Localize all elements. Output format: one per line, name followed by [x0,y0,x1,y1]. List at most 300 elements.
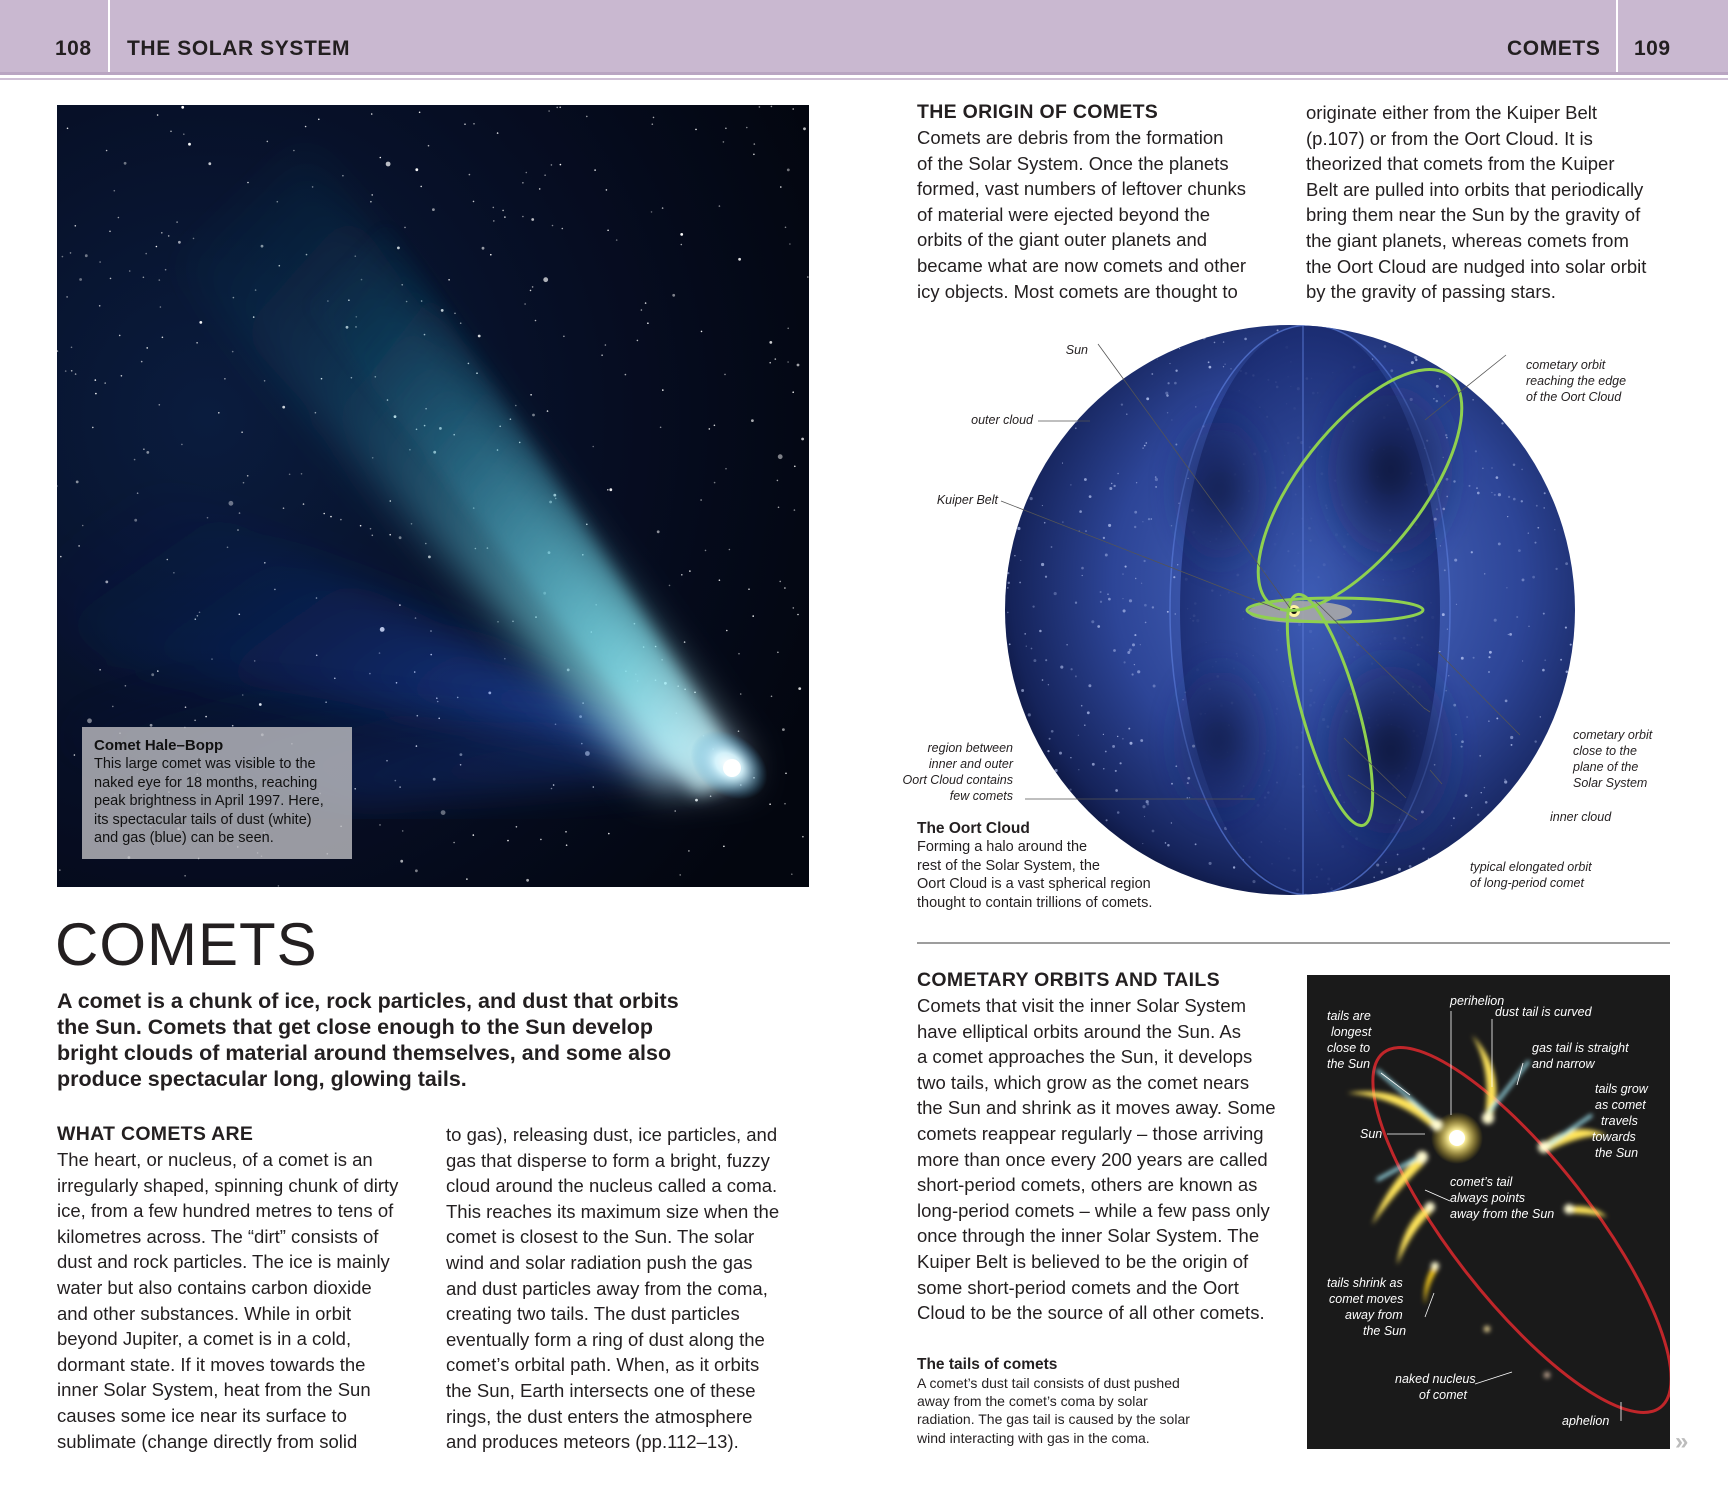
star [411,523,413,525]
text-line: The heart, or nucleus, of a comet is an [57,1149,373,1170]
star [247,182,249,184]
text-line: sublimate (change directly from solid [57,1430,358,1452]
text-line: have elliptical orbits around the Sun. As [917,1020,1241,1042]
cloud-speck [1561,425,1564,428]
star [778,507,780,509]
star [792,391,794,393]
cloud-speck [1177,564,1178,565]
intro-line: A comet is a chunk of ice, rock particles, and dust that orbits [57,989,679,1013]
page-header [0,0,1728,75]
cloud-speck [1120,762,1122,764]
cloud-speck [1455,353,1457,355]
cloud-speck [1117,736,1118,737]
cloud-speck [1522,578,1525,581]
cloud-speck [1052,330,1054,332]
caption-line: thought to contain trillions of comets. [917,894,1153,911]
cloud-speck [1124,661,1126,663]
cloud-speck [1570,644,1572,646]
star [71,347,73,349]
star [453,842,455,844]
star [752,615,754,617]
caption-line: its spectacular tails of dust (white) [94,811,312,828]
cloud-speck [1461,657,1464,660]
star [146,451,149,454]
cloud-speck [1491,492,1492,493]
cloud-speck [1029,443,1031,445]
photo-caption [82,727,352,859]
label-perihelion: perihelion [1450,994,1505,1008]
text-line: formed, vast numbers of leftover chunks [917,178,1247,200]
label-line: away from [1345,1308,1403,1322]
star [651,211,653,213]
star [380,157,382,159]
star [586,116,588,118]
star [59,869,61,871]
cloud-speck [1147,803,1150,806]
star [794,466,796,468]
cloud-speck [1208,361,1210,363]
cloud-speck [1173,576,1175,578]
star [740,693,742,695]
star [729,549,731,551]
cloud-speck [1174,382,1177,385]
star [124,162,127,165]
cloud-speck [1565,562,1568,565]
cloud-speck [1146,397,1149,400]
star [681,574,683,576]
star [71,370,73,372]
cloud-speck [1481,792,1482,793]
cloud-speck [1554,529,1555,530]
text-line: causes some ice near its surface to [57,1404,347,1426]
label-line: gas tail is straight [1532,1041,1629,1055]
text-line: rings, the dust enters the atmosphere [446,1405,753,1427]
label-dust-tail: dust tail is curved [1495,1005,1592,1019]
cloud-speck [1565,627,1567,629]
star [566,844,568,846]
star [681,244,683,246]
star [608,833,610,835]
cloud-speck [1494,405,1497,408]
cloud-speck [1007,572,1009,574]
star [99,261,101,263]
star [794,509,796,511]
star [724,374,726,376]
text-line: bring them near the Sun by the gravity of [1306,204,1641,226]
cloud-speck [1540,419,1541,420]
label-line: Solar System [1573,776,1648,790]
star [282,406,285,409]
star [370,528,372,530]
cloud-speck [1542,669,1545,672]
intro-line: produce spectacular long, glowing tails. [57,1067,467,1091]
star [771,106,773,108]
cloud-speck [1203,336,1206,339]
star [719,579,721,581]
star [688,850,690,852]
cloud-speck [1075,602,1077,604]
star [738,258,741,261]
text-line: eventually form a ring of dust along the [446,1328,765,1350]
star [586,524,588,526]
star [293,150,295,152]
label-line: reaching the edge [1526,374,1627,388]
cloud-speck [1145,442,1147,444]
cloud-speck [1182,343,1183,344]
cloud-speck [1042,505,1043,506]
cloud-speck [1178,881,1180,883]
star [229,501,234,506]
cloud-speck [1107,593,1109,595]
cloud-speck [1017,527,1020,530]
star [428,145,430,147]
cloud-speck [1024,633,1026,635]
star [531,218,534,221]
star [161,232,163,234]
cloud-speck [1224,364,1225,365]
cloud-speck [1081,567,1084,570]
star [114,190,116,192]
cloud-speck [1371,894,1372,895]
cloud-speck [1494,619,1497,622]
text-line: comet is closest to the Sun. The solar [446,1226,755,1248]
cloud-speck [1117,811,1120,814]
cloud-speck [1442,613,1445,616]
cloud-speck [1347,325,1348,326]
cloud-speck [1230,368,1231,369]
cloud-speck [1233,866,1235,868]
cloud-speck [1042,392,1044,394]
star [738,730,740,732]
star [616,239,618,241]
label-line: towards [1592,1130,1636,1144]
label-line: of the Oort Cloud [1526,390,1622,404]
label-line: comet’s tail [1450,1175,1513,1189]
star [110,278,112,280]
text-line: orbits of the giant outer planets and [917,229,1208,251]
star [386,162,391,167]
star [360,525,362,527]
cloud-speck [1142,447,1144,449]
cloud-speck [1522,660,1523,661]
cloud-speck [1546,816,1549,819]
label-line: the Sun [1363,1324,1407,1338]
star [340,519,342,521]
cloud-speck [1092,763,1095,766]
cloud-speck [1023,744,1024,745]
cloud-speck [1128,728,1130,730]
body-text [446,1122,821,1455]
star [342,175,344,177]
oort-cloud-caption [917,820,1177,912]
next-page-icon: » [1675,1428,1683,1455]
cloud-speck [1036,768,1038,770]
origin-column-2 [1306,100,1686,305]
cloud-speck [1148,518,1150,520]
cloud-speck [1567,329,1569,331]
cloud-speck [1045,576,1047,578]
comet-orbit-svg [1307,975,1670,1449]
cloud-speck [1016,329,1017,330]
star [560,164,562,166]
cloud-speck [1047,750,1049,752]
cloud-speck [1544,839,1546,841]
cloud-speck [1384,345,1387,348]
cloud-speck [1415,359,1417,361]
cloud-speck [1062,522,1063,523]
cloud-speck [1096,330,1099,333]
star [104,382,106,384]
cloud-speck [1252,880,1255,883]
text-line: the giant planets, whereas comets from [1306,229,1629,251]
star [689,570,691,572]
cloud-speck [1040,360,1042,362]
star [759,106,761,108]
cloud-speck [1545,455,1547,457]
cloud-speck [1167,382,1169,384]
left-running-head: THE SOLAR SYSTEM [127,37,351,60]
cloud-speck [1244,338,1247,341]
text-line: more than once every 200 years are called [917,1148,1268,1170]
cloud-speck [1535,347,1537,349]
cloud-speck [1132,643,1135,646]
star [460,322,462,324]
cloud-speck [1091,620,1094,623]
star [95,393,97,395]
cloud-speck [1165,392,1168,395]
text-line: and dust particles away from the coma, [446,1277,768,1299]
star [769,362,771,364]
cloud-speck [1376,863,1379,866]
star [746,127,748,129]
text-line: long-period comets – while a few pass only [917,1199,1270,1221]
cloud-speck [1027,336,1028,337]
star [464,123,466,125]
text-line: of material were ejected beyond the [917,203,1211,225]
star [497,621,499,623]
cloud-speck [1544,337,1546,339]
star [372,535,374,537]
star [660,427,662,429]
cloud-speck [1126,414,1127,415]
cloud-speck [1209,862,1212,865]
cloud-speck [1513,464,1516,467]
star [748,588,750,590]
cloud-speck [1105,751,1107,753]
text-line: once through the inner Solar System. The [917,1225,1260,1247]
star [672,294,675,297]
cloud-speck [1129,649,1132,652]
star [118,217,120,219]
cloud-speck [1556,502,1557,503]
cloud-speck [1103,734,1104,735]
cloud-speck [1026,368,1028,370]
text-line: short-period comets, others are known as [917,1174,1258,1196]
cloud-speck [1010,715,1011,716]
comet-orbit-diagram [1307,975,1670,1449]
star [738,653,740,655]
text-line: dormant state. If it moves towards the [57,1353,366,1375]
cloud-speck [1014,555,1015,556]
star [419,112,421,114]
cloud-speck [1174,331,1175,332]
star [516,826,518,828]
cloud-speck [1142,805,1145,808]
cloud-speck [1144,445,1146,447]
cloud-speck [1507,516,1508,517]
label-line: naked nucleus [1395,1372,1476,1386]
cloud-speck [1506,587,1507,588]
star [609,488,612,491]
cloud-speck [1031,648,1033,650]
cloud-speck [1082,575,1083,576]
oort-caption-text [917,838,1177,912]
label-sun: Sun [1360,1127,1383,1141]
cloud-speck [1167,611,1169,613]
cloud-speck [1167,412,1168,413]
cloud-speck [1150,518,1152,520]
cloud-speck [1516,616,1518,618]
star [641,309,643,311]
cloud-speck [1108,598,1111,601]
cloud-speck [1146,800,1149,803]
section-heading-what-comets-are: WHAT COMETS ARE [57,1123,254,1145]
tails-caption-text [917,1374,1217,1447]
cloud-speck [1060,666,1063,669]
star [674,810,676,812]
star [415,869,418,872]
label-line: tails grow [1595,1082,1648,1096]
star [143,448,145,450]
star [709,428,711,430]
cloud-speck [1019,731,1021,733]
header-divider [108,0,110,72]
cloud-speck [1070,757,1071,758]
star [754,143,756,145]
star [784,587,786,589]
section-divider [917,942,1670,944]
cloud-speck [1461,870,1464,873]
left-page-number: 108 [55,37,92,60]
cloud-speck [1439,339,1441,341]
cloud-speck [1127,651,1130,654]
cloud-speck [1501,422,1503,424]
star [723,141,725,143]
cloud-speck [1526,808,1527,809]
cloud-speck [1089,495,1092,498]
cloud-speck [1144,816,1145,817]
star [239,512,241,514]
star [188,143,191,146]
label-tail-points-away [1450,1175,1554,1221]
star [784,803,786,805]
caption-line: A comet’s dust tail consists of dust pushed [917,1375,1180,1391]
label-line: travels [1601,1114,1638,1128]
intro-line: the Sun. Comets that get close enough to the Sun develop [57,1015,654,1039]
cloud-speck [1132,673,1134,675]
cloud-speck [1084,478,1087,481]
cloud-speck [1381,871,1384,874]
star [548,110,550,112]
text-line: the Sun and shrink as it moves away. Some [917,1097,1276,1119]
cloud-speck [1051,546,1053,548]
text-line: comets reappear regularly – those arriving [917,1122,1264,1144]
star [669,585,671,587]
cloud-speck [1508,634,1509,635]
cloud-speck [1145,622,1147,624]
label-line: the Sun [1595,1146,1639,1160]
cloud-speck [1097,625,1100,628]
star [798,687,801,690]
cloud-speck [1100,601,1102,603]
star [371,194,373,196]
star [778,454,783,459]
cloud-speck [1473,657,1475,659]
cloud-speck [1016,702,1018,704]
cloud-speck [1113,649,1116,652]
cloud-speck [1055,769,1058,772]
label-line: few comets [949,789,1013,803]
cloud-speck [1031,475,1034,478]
star [181,444,183,446]
star [719,205,721,207]
right-page-number: 109 [1634,37,1671,60]
star [701,331,703,333]
star [540,839,542,841]
label-line: cometary orbit [1573,728,1653,742]
cloud-speck [1096,374,1099,377]
cloud-speck [1277,329,1279,331]
label-line: of comet [1419,1388,1467,1402]
cloud-speck [1115,789,1118,792]
star [662,207,664,209]
star [371,113,373,115]
star [526,879,529,882]
label-tails-shrink [1327,1276,1406,1338]
star [695,799,698,802]
star [283,507,285,509]
star [530,290,532,292]
star [159,404,161,406]
star [420,186,422,188]
cloud-speck [1143,560,1145,562]
label-elongated-orbit [1470,860,1592,890]
cloud-speck [1214,342,1216,344]
cloud-speck [1075,675,1077,677]
star [777,480,779,482]
star [224,378,226,380]
cloud-speck [1447,886,1449,888]
star [792,108,794,110]
star [303,503,305,505]
cloud-speck [1536,505,1538,507]
label-line: region between [927,741,1013,755]
cloud-speck [1518,549,1521,552]
cloud-speck [1444,891,1446,893]
star [753,154,755,156]
cloud-speck [1054,393,1057,396]
cloud-speck [1544,492,1546,494]
cloud-speck [1505,700,1508,703]
cloud-speck [1457,353,1458,354]
body-text [1306,100,1686,305]
label-line: always points [1450,1191,1526,1205]
cloud-speck [1030,497,1033,500]
cloud-speck [1048,684,1049,685]
photo-caption-title: Comet Hale–Bopp [94,737,224,754]
cloud-speck [1488,671,1490,673]
cloud-speck [1111,483,1112,484]
